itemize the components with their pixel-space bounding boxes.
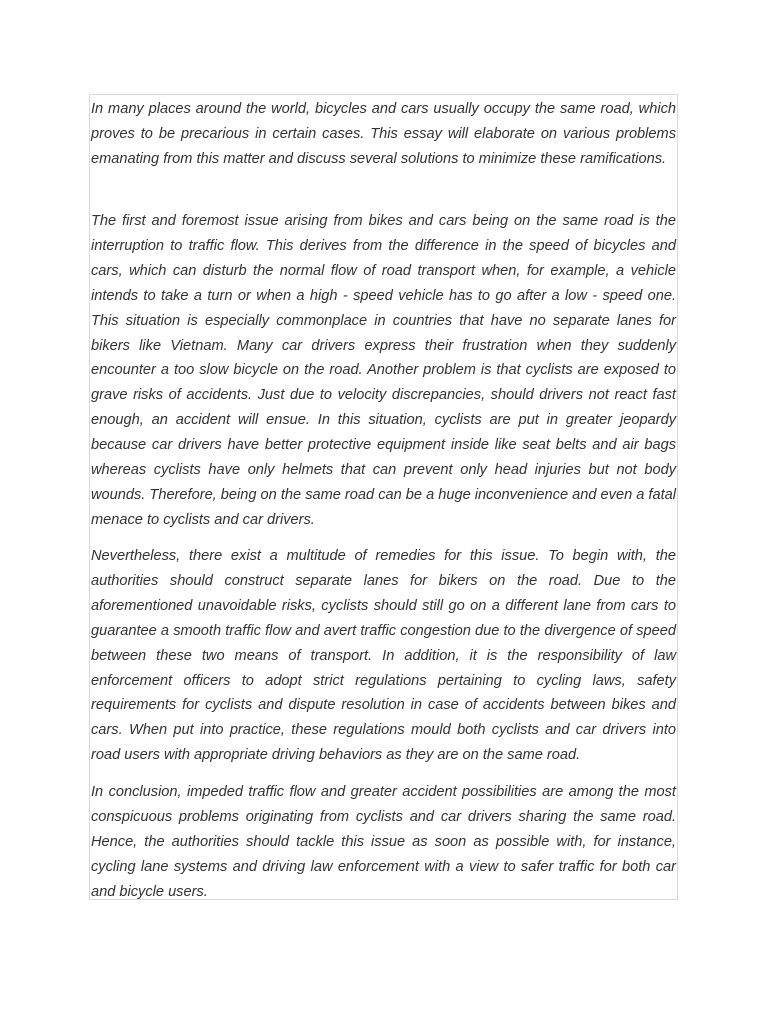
essay-text-box <box>89 94 678 900</box>
paragraph-introduction: In many places around the world, bicycles and cars usually occupy the same road, which proves to be precarious in certain cases. This essay will elaborate on various problems emanating from this matter and discuss several solutions to minimize these ramifications. <box>91 101 676 167</box>
paragraph-problems: The first and foremost issue arising from bikes and cars being on the same road is the interruption to traffic flow. This derives from the difference in the speed of bicycles and cars, which can disturb the normal flow of road transport when, for example, a vehicle intends to take a turn or when a high - speed vehicle has to go after a low - speed one. This situation is especially commonplace in countries that have no separate lanes for bikers like Vietnam. Many car drivers express their frustration when they suddenly encounter a too slow bicycle on the road. Another problem is that cyclists are exposed to grave risks of accidents. Just due to velocity discrepancies, should drivers not react fast enough, an accident will ensue. In this situation, cyclists are put in greater jeopardy because car drivers have better protective equipment inside like seat belts and air bags whereas cyclists have only helmets that can prevent only head injuries but not body wounds. Therefore, being on the same road can be a huge inconvenience and even a fatal menace to cyclists and car drivers. <box>91 213 676 528</box>
paragraph-conclusion: In conclusion, impeded traffic flow and greater accident possibilities are among the most conspicuous problems originating from cyclists and car drivers sharing the same road. Hence, the authorities should tackle this issue as soon as possible with, for instance, cycling lane systems and driving law enforcement with a view to safer traffic for both car and bicycle users. <box>91 784 676 900</box>
paragraph-solutions: Nevertheless, there exist a multitude of remedies for this issue. To begin with, the authorities should construct separate lanes for bikers on the road. Due to the aforementioned unavoidable risks, cyclists should still go on a different lane from cars to guarantee a smooth traffic flow and avert traffic congestion due to the divergence of speed between these two means of transport. In addition, it is the responsibility of law enforcement officers to adopt strict regulations pertaining to cycling laws, safety requirements for cyclists and dispute resolution in case of accidents between bikes and cars. When put into practice, these regulations mould both cyclists and car drivers into road users with appropriate driving behaviors as they are on the same road. <box>91 548 676 764</box>
